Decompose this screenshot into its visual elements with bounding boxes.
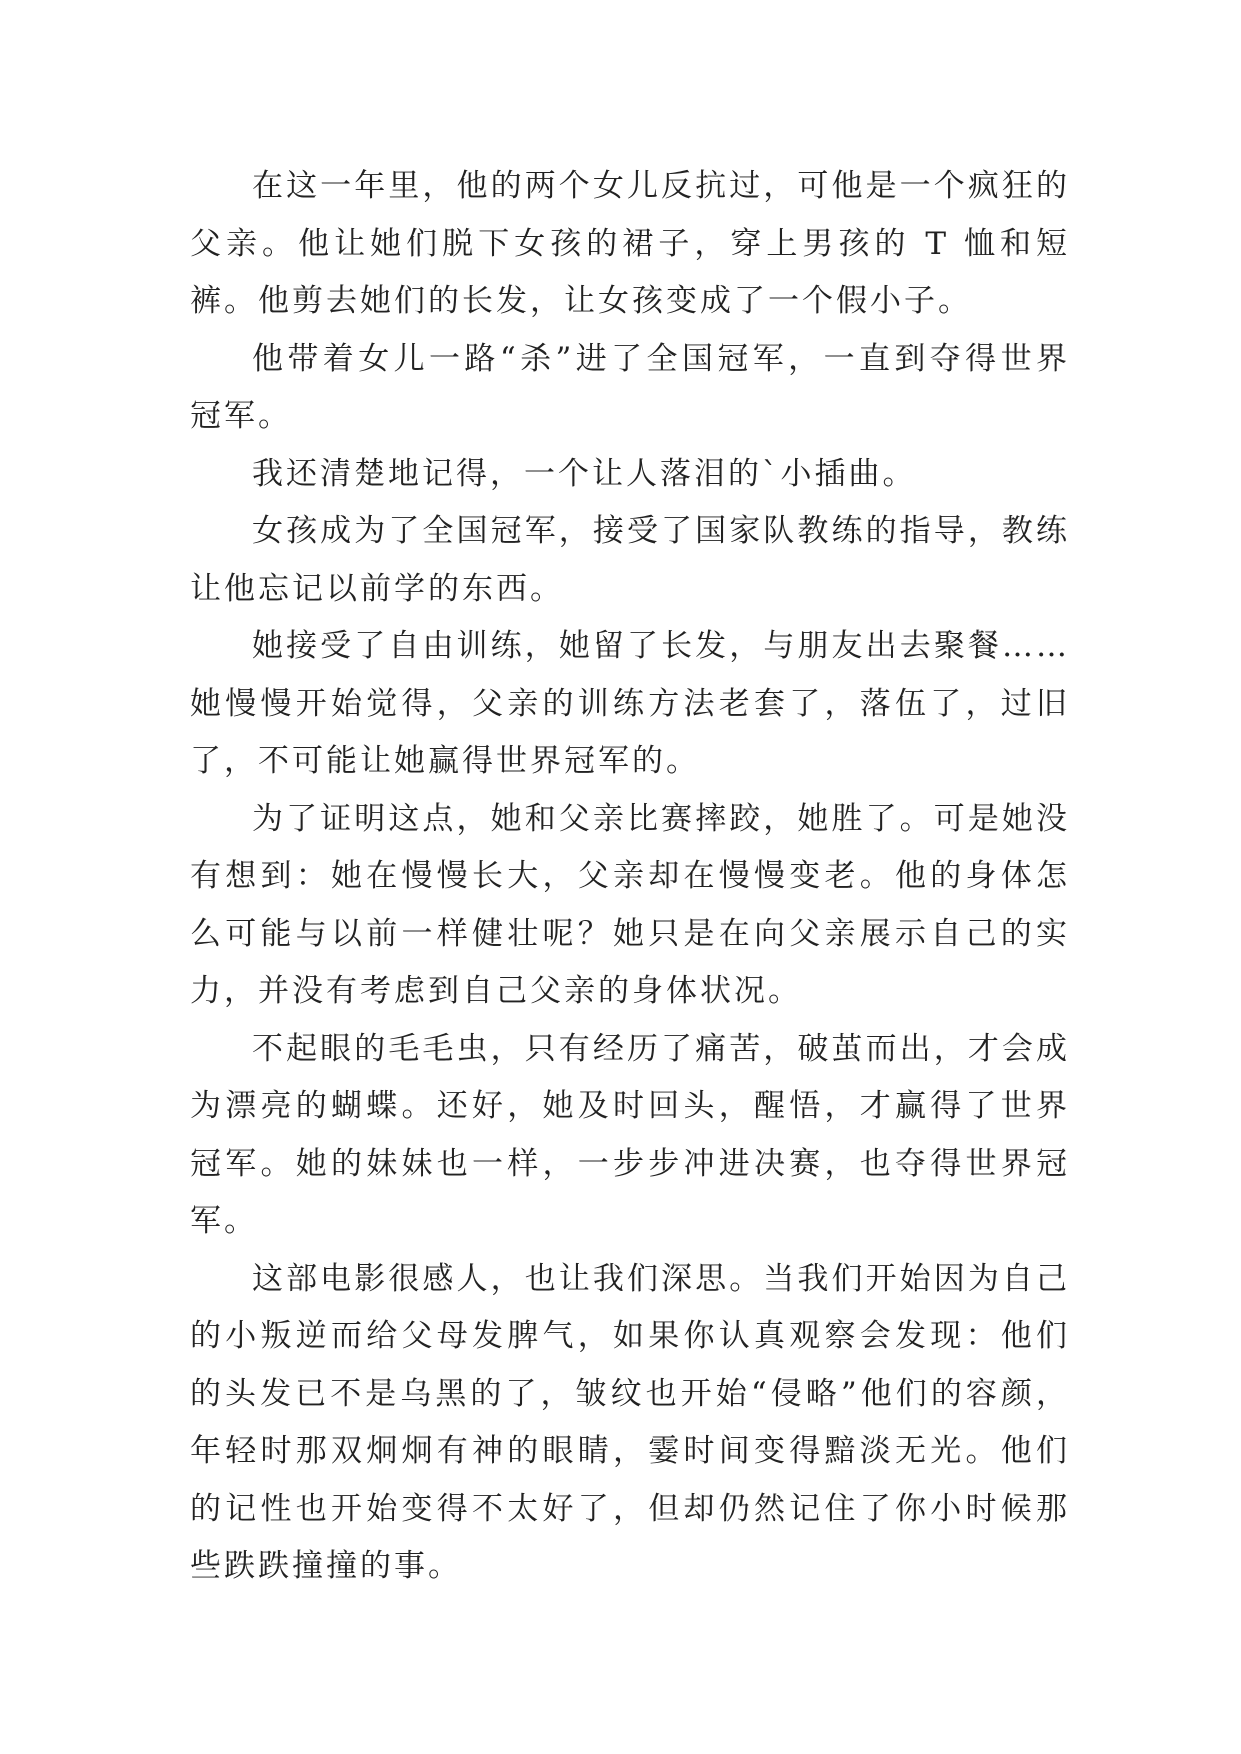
paragraph-1: 在这一年里，他的两个女儿反抗过，可他是一个疯狂的父亲。他让她们脱下女孩的裙子，穿上男孩的 T 恤和短裤。他剪去她们的长发，让女孩变成了一个假小子。 [190, 168, 1070, 319]
paragraph-8: 这部电影很感人，也让我们深思。当我们开始因为自己的小叛逆而给父母发脾气，如果你认真观察会发现：他们的头发已不是乌黑的了，皱纹也开始“侵略”他们的容颜，年轻时那双炯炯有神的眼睛，霎时间变得黯淡无光。他们的记性也开始变得不太好了，但却仍然记住了你小时候那些跌跌撞撞的事。 [190, 1260, 1070, 1584]
paragraph-5: 她接受了自由训练，她留了长发，与朋友出去聚餐……她慢慢开始觉得，父亲的训练方法老套了，落伍了，过旧了，不可能让她赢得世界冠军的。 [190, 628, 1070, 779]
paragraph-3: 我还清楚地记得，一个让人落泪的`小插曲。 [252, 455, 917, 492]
paragraph-2: 他带着女儿一路“杀”进了全国冠军，一直到夺得世界冠军。 [190, 340, 1070, 434]
paragraph-7: 不起眼的毛毛虫，只有经历了痛苦，破茧而出，才会成为漂亮的蝴蝶。还好，她及时回头，醒悟，才赢得了世界冠军。她的妹妹也一样，一步步冲进决赛，也夺得世界冠军。 [190, 1030, 1070, 1239]
paragraph-4: 女孩成为了全国冠军，接受了国家队教练的指导，教练让他忘记以前学的东西。 [190, 513, 1070, 607]
paragraph-6: 为了证明这点，她和父亲比赛摔跤，她胜了。可是她没有想到：她在慢慢长大，父亲却在慢慢变老。他的身体怎么可能与以前一样健壮呢？她只是在向父亲展示自己的实力，并没有考虑到自己父亲的身体状况。 [190, 800, 1070, 1009]
document-body [190, 158, 1070, 1596]
